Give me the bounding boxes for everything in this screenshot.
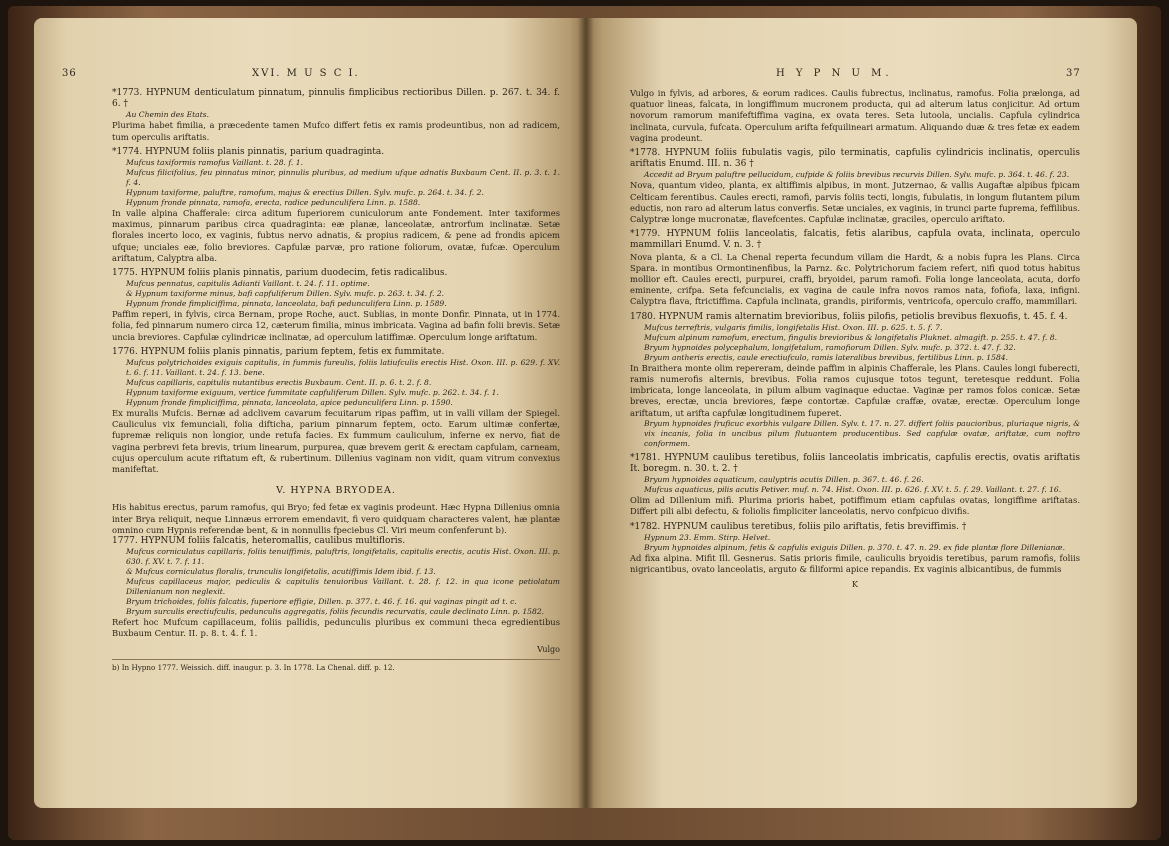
species-entry [112, 536, 560, 640]
entry-heading: *1779. HYPNUM foliis lanceolatis, falcatis, fetis alaribus, capfula ovata, inclinata, operculo mammillari Enumd. V. n. 3. † [630, 229, 1080, 251]
entry-description: Ex muralis Mufcis. Bernæ ad adclivem cavarum fecuitarum ripas paffim, ut in valli villam der Spiegel. Cauliculus vix femunciali, folia difticha, parium pinnarum feptem, octo. Earum ultimæ confertæ, fupremæ reliquis non longior, unde retufa facies. Ex fummum cauliculum, inferne ex nervo, fiat de vagina perbrevi feta brevis, trium linearum, purpurea, quæ brevem gerit & erectam capfulam, carneam, cujus operculum acute riftatum eft, & rubertinum. Dillenius vaginam non vidit, quam vitrum convexius manifeftat. [112, 408, 560, 475]
synonym: & Mufcus corniculatus floralis, trunculis longifetalis, acutiffimis Idem ibid. f. 13. [126, 567, 436, 577]
entry-description: Nova, quantum video, planta, ex altiffimis alpibus, in mont. Jutzernao, & vallis Augaftæ alpibus fpicam Celticam ferentibus. Caules erecti, ramofi, parvis foliis tecti, longis, fubulatis, in longum flutantem pilum eductis, non raro ad alterum latus converfis. Setæ unciales, ex vaginis, in trunci parte fuprema, feffilibus. Calyptræ longe mucronatæ, flavefcentes. Capfulæ inclinatæ, graciles, operculo ariftato. [630, 180, 1080, 225]
synonym: Mufcus terreftris, vulgaris fimilis, longifetalis Hist. Oxon. III. p. 625. t. 5. f. 7. [644, 322, 943, 332]
entry-heading: 1780. HYPNUM ramis alternatim brevioribus, foliis pilofis, petiolis brevibus flexuofis, t. 45. f. 4. [630, 311, 1068, 322]
section-intro: His habitus erectus, parum ramofus, qui Bryo; fed fetæ ex vaginis prodeunt. Hæc Hypna Dillenius omnia inter Brya reliquit, neque Linnæus errorem emendavit, fi vero quidquam characteres valent, hæ plantæ omnino cum Hypnis referendæ bent, & in nonnullis fpeciebus Cl. Viri meum confenferunt b). [112, 502, 560, 535]
page-number: 36 [62, 68, 77, 79]
entry-description: Nova planta, & a Cl. La Chenal reperta fecundum villam die Hardt, & a nobis fupra les Plans. Circa Spara. in montibus Ormontinenfibus, la Parnz. &c. Polytrichorum faciem refert, nifi quod totus habitus mollior eft. Caules erecti, purpurei, craffi, bryoidei, parum ramofi. Folia longe lanceolata, acuta, dorfo eminente, crifpa. Seta fefcuncialis, ex vagina de caule infra novos ramos nata, fofiofa, laxa, infigni. Calyptra flava, ftrictiffima. Capfula inclinata, grandis, piriformis, ventricofa, operculo craffo, mammillari. [630, 251, 1080, 307]
synonym: Mufcum alpinum ramofum, erectum, fingulis brevioribus & longifetalis Pluknet. almagift. p. 255. t. 47. f. 8. [644, 332, 1058, 342]
entry-heading: 1775. HYPNUM foliis planis pinnatis, parium duodecim, fetis radicalibus. [112, 268, 448, 279]
synonym: Bryum trichoides, foliis falcatis, fuperiore effigie, Dillen. p. 377. t. 46. f. 16. qui vaginas pingit ad t. c. [126, 597, 517, 607]
synonym: Hypnum taxiforme, paluftre, ramofum, majus & erectius Dillen. Sylv. mufc. p. 264. t. 34. f. 2. [126, 188, 484, 198]
species-entry [112, 268, 560, 343]
catchword: Vulgo [537, 644, 560, 654]
species-entry [112, 347, 560, 475]
entry-description: Olim ad Dillenium mifi. Plurima prioris habet, potiffimum etiam capfulas ovatas, longiffime ariftatas. Differt pili albi defectu, & foliolis fimpliciter lanceolatis, nervo confpicuo divifis. [630, 495, 1080, 517]
footnote: b) In Hypno 1777. Weissich. diff. inaugur. p. 3. In 1778. La Chenal. diff. p. 12. [112, 659, 560, 673]
book-gutter [578, 18, 594, 808]
species-entry [630, 312, 1080, 449]
entry-heading: *1773. HYPNUM denticulatum pinnatum, pinnulis fimplicibus rectioribus Dillen. p. 267. t. 34. f. 6. † [112, 88, 560, 110]
synonym: Bryum surculis erectiufculis, pedunculis aggregatis, foliis fecundis recurvatis, caule declinato Linn. p. 1582. [126, 607, 545, 617]
running-title: XVI. M U S C I. [252, 68, 360, 79]
species-entry [630, 453, 1080, 518]
entry-note: Bryum hypnoides fruficuc exorbhis vulgare Dillen. Sylv. t. 17. n. 27. differt foliis paucioribus, pluriaque nigris, & vix incanis, folia in uncibus pilum flutuantem producentibus. Sed capfulæ ovatæ, ariftatæ, cum noftro conformem. [644, 418, 1080, 448]
synonym: Accedit ad Bryum paluftre pellucidum, cufpide & foliis brevibus recurvis Dillen. Sylv. mufc. p. 364. t. 46. f. 23. [644, 170, 1070, 180]
right-page-text [630, 88, 1080, 591]
entry-heading: *1778. HYPNUM foliis fubulatis vagis, pilo terminatis, capfulis cylindricis inclinatis, operculis ariftatis Enumd. III. n. 36 † [630, 148, 1080, 170]
synonym: Bryum hypnoides aquaticum, caulyptris acutis Dillen. p. 367. t. 46. f. 26. [644, 475, 924, 485]
species-entry [630, 522, 1080, 576]
synonym: Hypnum taxiforme exiguum, vertice fummitate capfuliferum Dillen. Sylv. mufc. p. 262. t. 34. f. 1. [126, 388, 499, 398]
entry-heading: 1776. HYPNUM foliis planis pinnatis, parium feptem, fetis ex fummitate. [112, 346, 445, 357]
entry-description: Paffim reperi, in fylvis, circa Bernam, prope Roche, auct. Sublias, in monte Donfir. Pinnata, ut in 1774. folia, fed pinnarum numero circa 12, cæterum fimilia, minus imbricata. Vagina ad bafin folii brevis. Setæ uncia breviores. Capfulæ cylindricæ inclinatæ, ad operculum latiffimæ. Operculum longe ariftatum. [112, 309, 560, 342]
page-number: 37 [1066, 68, 1081, 79]
synonym: & Hypnum taxiforme minus, bafi capfuliferum Dillen. Sylv. mufc. p. 263. t. 34. f. 2. [126, 289, 445, 299]
synonym: Mufcus polytrichoides exiguis capitulis, in fummis fureulis, foliis latiufculis erectis Hist. Oxon. III. p. 629. f. XV. t. 6. f. 11. Vaillant. t. 24. f. 13. bene. [126, 358, 560, 378]
entry-heading: *1781. HYPNUM caulibus teretibus, foliis lanceolatis imbricatis, capfulis erectis, ovatis ariftatis It. boregm. n. 30. t. 2. † [630, 452, 1080, 475]
entry-heading: *1782. HYPNUM caulibus teretibus, foliis pilo ariftatis, fetis breviffimis. † [630, 521, 967, 532]
synonym: Mufcus filicifolius, feu pinnatus minor, pinnulis pluribus, ad medium ufque adnatis Buxbaum Cent. II. p. 3. t. 1. f. 4. [126, 168, 560, 188]
entry-description: In valle alpina Chafferale: circa aditum fuperiorem cuniculorum ante Fondement. Inter taxiformes maximus, pinnarum paribus circa quadraginta: eæ planæ, lanceolatæ, antrorfum inclinatæ. Setæ florales incerto loco, ex vaginis, fubtus nervo adnatis, & propius radicem, & pene ad frondis apicem ufque; unciales eæ, folio breviores. Capfulæ parvæ, pro ratione foliorum, ovatæ, fufcæ. Operculum ariftatum, Calyptra alba. [112, 208, 560, 263]
synonym: Mufcus pennatus, capitulis Adianti Vaillant. t. 24. f. 11. optime. [126, 279, 370, 289]
entry-description: Plurima habet fimilia, a præcedente tamen Mufco differt fetis ex ramis prodeuntibus, non ad radicem, tum operculis ariftatis. [112, 120, 560, 142]
right-page [586, 18, 1137, 808]
synonym: Hypnum 23. Emm. Stirp. Helvet. [644, 532, 771, 542]
signature-mark: K [852, 580, 858, 590]
species-entry [112, 88, 560, 143]
synonym: Bryum hypnoides polycephalum, longifetalum, ramofiorum Dillen. Sylv. mufc. p. 372. t. 47. f. 32. [644, 342, 1016, 352]
left-page [34, 18, 586, 808]
species-entry [630, 229, 1080, 307]
continuation-text: Vulgo in fylvis, ad arbores, & eorum radices. Caulis fubrectus, inclinatus, ramofus. Folia prælonga, ad quatuor lineas, falcata, in longiffimum mucronem producta, qui ad alterum latus conjicitur. Ad ortum novorum ramorum manifeftiffima vagina, ex ovata teres. Seta lutoola, uncialis. Capfula cylindrica inclinata, curvula, fufcata. Operculum arifta fefquilineari armatum. Aliquando duæ & tres fetæ ex eadem vagina prodeunt. [630, 88, 1080, 143]
entry-heading: *1774. HYPNUM foliis planis pinnatis, parium quadraginta. [112, 146, 385, 157]
synonym: Bryum antheris erectis, caule erectiufculo, ramis lateralibus brevibus, fertilibus Linn. p. 1584. [644, 352, 1009, 362]
synonym: Mufcus corniculatus capillaris, foliis tenuiffimis, paluftris, longifetalis, capitulis erectis, acutis Hist. Oxon. III. p. 630. f. XV. t. 7. f. 11. [126, 547, 560, 567]
synonym: Hypnum fronde pinnata, ramofa, erecta, radice pedunculifera Linn. p. 1588. [126, 198, 421, 208]
entry-description: In Braithera monte olim repereram, deinde paffim in alpinis Chafferale, les Plans. Caules longi fuberecti, ramis numerofis alternis, brevibus. Folia ramos cujusque totos tegunt, teretesque reddunt. Folia imbricata, longe lanceolata, in pilum album vaginaque eductae. Vaginæ per ramos folos conicæ. Setæ breves, erectæ, uncia breviores, fæpe contortæ. Capfulæ craffæ, ovatæ, erectæ. Operculum longe ariftatum, ut arifta capfulæ longitudinem fuperet. [630, 362, 1080, 418]
synonym: Mufcus aquaticus, pilis acutis Petiver. muf. n. 74. Hist. Oxon. III. p. 626. f. XV. t. 5. f. 29. Vaillant. t. 27. f. 16. [644, 485, 1062, 495]
synonym: Mufcus capillaceus major, pediculis & capitulis tenuioribus Vaillant. t. 28. f. 12. in qua icone petiolatum Dillenianum non neglexit. [126, 577, 560, 597]
entry-description: Refert hoc Mufcum capillaceum, foliis pallidis, pedunculis pluribus ex communi theca egredientibus Buxbaum Centur. II. p. 8. t. 4. f. 1. [112, 617, 560, 639]
synonym: Bryum hypnoides alpinum, fetis & capfulis exiguis Dillen. p. 370. t. 47. n. 29. ex fide plantæ flore Dillenianæ. [644, 542, 1065, 552]
synonym: Hypnum fronde fimpliciffima, pinnata, lanceolata, bafi pedunculifera Linn. p. 1589. [126, 299, 447, 309]
species-entry [112, 147, 560, 264]
synonym: Au Chemin des Etats. [126, 110, 210, 120]
entry-heading: 1777. HYPNUM foliis falcatis, heteromallis, caulibus multifloris. [112, 536, 406, 547]
entry-description: Ad fixa alpina. Mifit Ill. Gesnerus. Satis prioris fimile, cauliculis bryoidis teretibus, parum ramofis, foliis nigricantibus, ovato lanceolatis, arguto & filiformi apice repandis. Ex vaginis albicantibus, de fummis [630, 552, 1080, 575]
running-title: H Y P N U M. [776, 68, 893, 79]
species-entry [630, 148, 1080, 225]
section-title: V. HYPNA BRYODEA. [276, 485, 396, 497]
synonym: Mufcus taxiformis ramofus Vaillant. t. 28. f. 1. [126, 158, 303, 168]
synonym: Mufcus capillaris, capitulis nutantibus erectis Buxbaum. Cent. II. p. 6. t. 2. f. 8. [126, 378, 432, 388]
left-page-text [112, 88, 560, 673]
synonym: Hypnum fronde fimpliciffima, pinnata, lanceolata, apice pedunculifera Linn. p. 1590. [126, 398, 453, 408]
